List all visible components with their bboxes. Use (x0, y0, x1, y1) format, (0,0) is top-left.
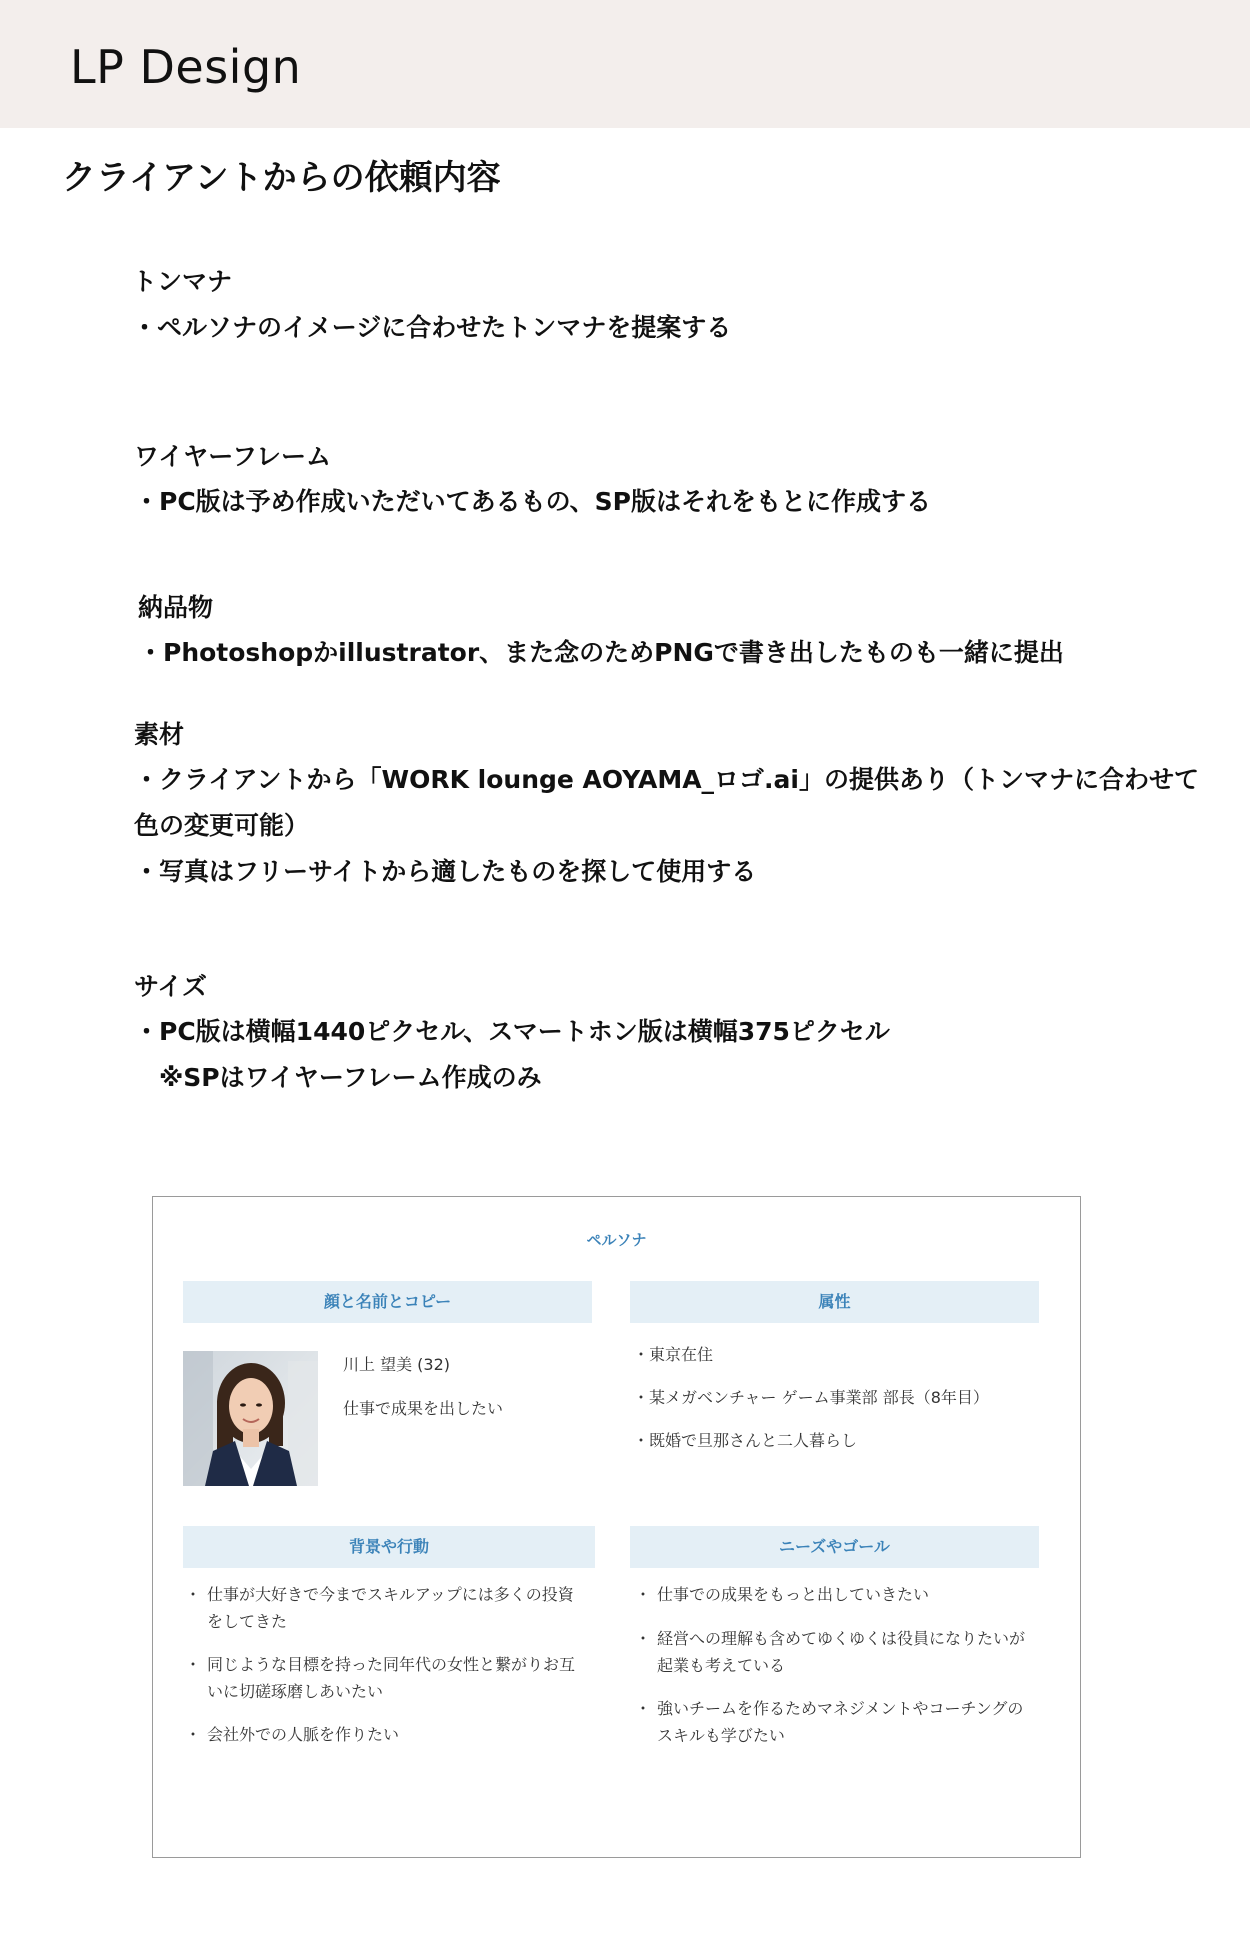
bullet: ・ (185, 1655, 202, 1674)
wireframe-heading: ワイヤーフレーム (134, 442, 332, 471)
background-item (185, 1721, 595, 1748)
background-item-line-1: 仕事が大好きで今までスキルアップには多くの投資 (207, 1585, 574, 1604)
size-line-1: ・PC版は横幅1440ピクセル、スマートホン版は横幅375ピクセル (134, 1017, 890, 1046)
attribute-item: ・某メガベンチャー ゲーム事業部 部長（8年目） (633, 1388, 989, 1407)
persona-photo-image (183, 1351, 318, 1486)
needs-heading: ニーズやゴール (630, 1526, 1039, 1568)
needs-item-line-2: スキルも学びたい (657, 1726, 785, 1745)
persona-card (152, 1196, 1081, 1858)
request-title: クライアントからの依頼内容 (62, 158, 501, 198)
bullet: ・ (185, 1725, 202, 1744)
background-item-line-2: いに切磋琢磨しあいたい (207, 1682, 384, 1701)
deliverables-heading: 納品物 (138, 593, 214, 622)
attribute-item: ・東京在住 (633, 1345, 714, 1364)
persona-photo (183, 1351, 318, 1486)
persona-title: ペルソナ (586, 1231, 647, 1249)
materials-line-2: 色の変更可能） (134, 811, 310, 840)
page-title: LP Design (70, 40, 302, 94)
bullet: ・ (635, 1699, 652, 1718)
tone-heading: トンマナ (132, 267, 233, 296)
background-item (185, 1581, 595, 1635)
needs-item (635, 1581, 1055, 1608)
needs-item-line-2: 起業も考えている (657, 1656, 786, 1675)
materials-line-1: ・クライアントから「WORK lounge AOYAMA_ロゴ.ai」の提供あり（トンマナに合わせて (134, 765, 1199, 794)
size-line-2: ※SPはワイヤーフレーム作成のみ (134, 1063, 542, 1092)
deliverables-line: ・Photoshopかillustrator、また念のためPNGで書き出したものも一緒に提出 (138, 638, 1064, 667)
tone-line: ・ペルソナのイメージに合わせたトンマナを提案する (132, 313, 732, 342)
background-heading: 背景や行動 (183, 1526, 595, 1568)
bullet: ・ (635, 1629, 652, 1648)
needs-item-line-1: 経営への理解も含めてゆくゆくは役員になりたいが (657, 1629, 1026, 1648)
bullet: ・ (185, 1585, 202, 1604)
background-item-line-2: をしてきた (207, 1612, 288, 1631)
attribute-item: ・既婚で旦那さんと二人暮らし (633, 1431, 858, 1450)
bullet: ・ (635, 1585, 652, 1604)
size-heading: サイズ (134, 972, 208, 1001)
needs-item-line-1: 仕事での成果をもっと出していきたい (657, 1585, 930, 1604)
persona-copy: 仕事で成果を出したい (343, 1399, 504, 1418)
materials-heading: 素材 (134, 720, 185, 749)
needs-item-line-1: 強いチームを作るためマネジメントやコーチングの (657, 1699, 1024, 1718)
face-heading: 顔と名前とコピー (183, 1281, 592, 1323)
background-item (185, 1651, 595, 1705)
background-item-line-1: 同じような目標を持った同年代の女性と繋がりお互 (207, 1655, 576, 1674)
background-item-line-1: 会社外での人脈を作りたい (207, 1725, 400, 1744)
attributes-heading: 属性 (630, 1281, 1039, 1323)
needs-item (635, 1695, 1055, 1749)
needs-item (635, 1625, 1055, 1679)
wireframe-line: ・PC版は予め作成いただいてあるもの、SP版はそれをもとに作成する (134, 487, 932, 516)
persona-name: 川上 望美 (32) (343, 1355, 451, 1374)
page-header (0, 0, 1250, 128)
materials-line-3: ・写真はフリーサイトから適したものを探して使用する (134, 857, 757, 886)
